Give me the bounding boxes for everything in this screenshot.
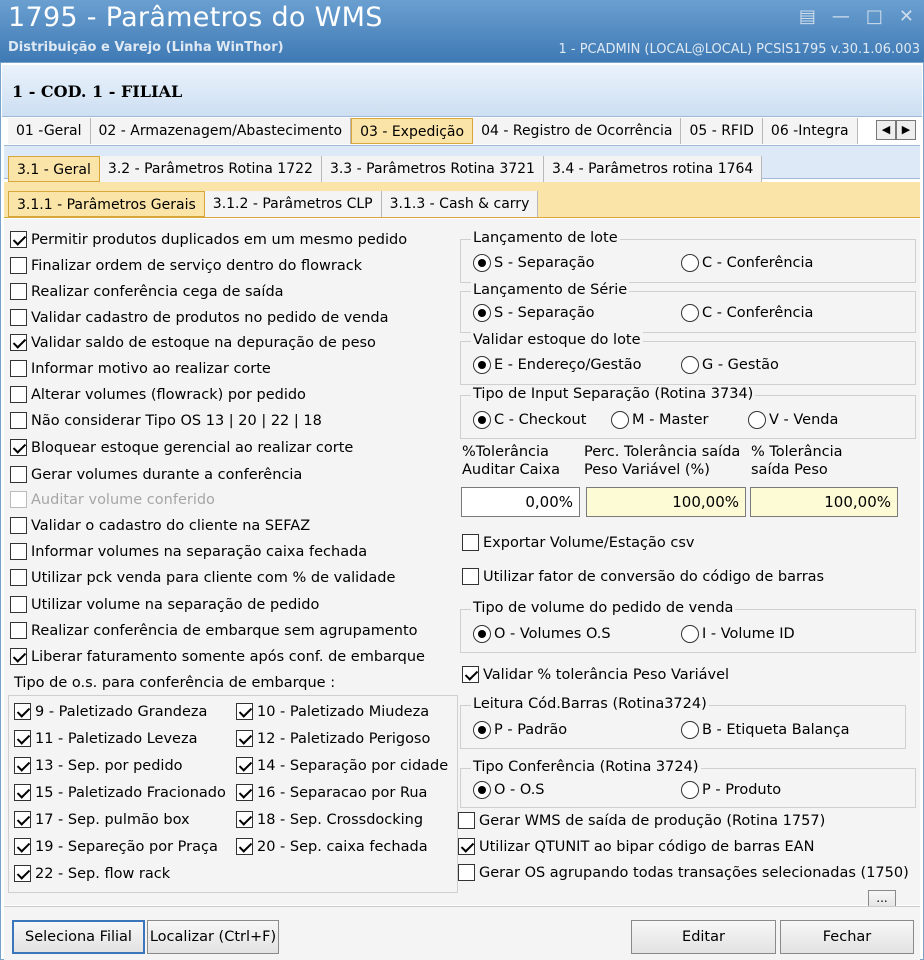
check-duplicados[interactable]: Permitir produtos duplicados em um mesmo pedido: [10, 231, 407, 248]
minimize-icon[interactable]: —: [831, 6, 850, 27]
check-liberar-faturamento[interactable]: Liberar faturamento somente após conf. de embarque: [10, 648, 425, 665]
check-os-20[interactable]: 20 - Sep. caixa fechada: [236, 838, 428, 855]
tab-rfid[interactable]: 05 - RFID: [681, 118, 762, 144]
tab-3-4[interactable]: 3.4 - Parâmetros rotina 1764: [544, 156, 762, 182]
tol-peso-variavel-input[interactable]: 100,00%: [586, 487, 746, 517]
check-validar-tolerancia[interactable]: Validar % tolerância Peso Variável: [462, 666, 729, 683]
volume-group: [460, 600, 916, 653]
leitura-legend: Leitura Cód.Barras (Rotina3724): [473, 696, 707, 712]
checkbox-checked-icon[interactable]: [10, 231, 27, 248]
checkbox-checked-icon[interactable]: [10, 648, 27, 665]
tab-expedicao[interactable]: 03 - Expedição: [351, 118, 473, 144]
radio-conf-os[interactable]: O - O.S: [473, 781, 545, 799]
lote-group: [460, 230, 916, 283]
checkbox-icon[interactable]: [10, 543, 27, 560]
radio-icon[interactable]: [681, 781, 699, 799]
check-os-19[interactable]: 19 - Separeção por Praça: [14, 838, 218, 855]
check-validar-saldo[interactable]: Validar saldo de estoque na depuração de peso: [10, 334, 376, 351]
tab-3-3[interactable]: 3.3 - Parâmetros Rotina 3721: [322, 156, 544, 182]
check-os-13[interactable]: 13 - Sep. por pedido: [14, 757, 183, 774]
radio-lote-conferencia[interactable]: C - Conferência: [681, 254, 813, 272]
conferencia-group: [460, 759, 916, 808]
estoque-legend: Validar estoque do lote: [473, 332, 641, 348]
bottom-bar: [4, 906, 920, 960]
radio-leitura-padrao[interactable]: P - Padrão: [473, 721, 567, 739]
checkbox-checked-icon[interactable]: [10, 439, 27, 456]
radio-selected-icon[interactable]: [473, 721, 491, 739]
check-gerar-volumes[interactable]: Gerar volumes durante a conferência: [10, 466, 302, 483]
seleciona-filial-button[interactable]: Seleciona Filial: [12, 920, 145, 954]
tab-geral[interactable]: 01 -Geral: [8, 118, 91, 144]
check-os-22[interactable]: 22 - Sep. flow rack: [14, 865, 170, 882]
radio-estoque-endereco[interactable]: E - Endereço/Gestão: [473, 356, 642, 374]
tab-3-2[interactable]: 3.2 - Parâmetros Rotina 1722: [100, 156, 322, 182]
more-options-button[interactable]: ...: [868, 890, 896, 910]
check-gerar-os-agrupando[interactable]: Gerar OS agrupando todas transações selecionadas (1750): [458, 864, 909, 881]
main-tabs: [8, 118, 878, 144]
radio-serie-separacao[interactable]: S - Separação: [473, 304, 594, 322]
conferencia-legend: Tipo Conferência (Rotina 3724): [473, 759, 699, 775]
tab-integracao[interactable]: 06 -Integra: [763, 118, 858, 144]
check-fator-conversao[interactable]: Utilizar fator de conversão do código de barras: [462, 568, 824, 585]
checkbox-icon[interactable]: [458, 812, 475, 829]
tab-scroll-left-icon[interactable]: ◀: [876, 120, 896, 140]
title-bar: [0, 0, 924, 62]
checkbox-icon[interactable]: [10, 569, 27, 586]
checkbox-icon[interactable]: [10, 622, 27, 639]
input-group: [460, 386, 916, 439]
tab-armazenagem[interactable]: 02 - Armazenagem/Abastecimento: [91, 118, 352, 144]
close-icon[interactable]: ✕: [898, 6, 914, 27]
checkbox-icon: [10, 491, 27, 508]
restore-icon[interactable]: ▤: [798, 6, 816, 27]
checkbox-checked-icon[interactable]: [458, 838, 475, 855]
check-qtunit[interactable]: Utilizar QTUNIT ao bipar código de barras EAN: [458, 838, 814, 855]
radio-leitura-balanca[interactable]: B - Etiqueta Balança: [681, 721, 850, 739]
radio-input-venda[interactable]: V - Venda: [748, 411, 838, 429]
checkbox-icon[interactable]: [10, 283, 27, 300]
fechar-button[interactable]: Fechar: [780, 920, 914, 954]
radio-selected-icon[interactable]: [473, 356, 491, 374]
check-os-12[interactable]: 12 - Paletizado Perigoso: [236, 730, 430, 747]
radio-volume-os[interactable]: O - Volumes O.S: [473, 625, 611, 643]
check-volume-separacao[interactable]: Utilizar volume na separação de pedido: [10, 596, 319, 613]
localizar-button[interactable]: Localizar (Ctrl+F): [147, 920, 279, 954]
check-finalizar-flowrack[interactable]: Finalizar ordem de serviço dentro do flowrack: [10, 257, 362, 274]
tab-3-1-geral[interactable]: 3.1 - Geral: [8, 156, 100, 182]
radio-input-master[interactable]: M - Master: [611, 411, 708, 429]
tab-3-1-1[interactable]: 3.1.1 - Parâmetros Gerais: [8, 191, 205, 217]
check-motivo-corte[interactable]: Informar motivo ao realizar corte: [10, 360, 271, 377]
window-subtitle: Distribuição e Varejo (Linha WinThor): [8, 40, 284, 55]
radio-selected-icon[interactable]: [473, 304, 491, 322]
sub-tabs-2: [8, 191, 538, 217]
tol-label-2: Perc. Tolerância saída Peso Variável (%): [584, 444, 741, 478]
tab-scroll: [876, 120, 916, 140]
check-validar-cadastro[interactable]: Validar cadastro de produtos no pedido de venda: [10, 309, 389, 326]
radio-serie-conferencia[interactable]: C - Conferência: [681, 304, 813, 322]
check-conferencia-cega[interactable]: Realizar conferência cega de saída: [10, 283, 284, 300]
check-pck-venda[interactable]: Utilizar pck venda para cliente com % de validade: [10, 569, 395, 586]
tol-label-3: % Tolerância saída Peso: [751, 444, 843, 478]
filial-label: 1 - COD. 1 - FILIAL: [12, 82, 183, 101]
radio-selected-icon[interactable]: [473, 781, 491, 799]
leitura-group: [460, 696, 906, 749]
tol-auditar-caixa-input[interactable]: 0,00%: [461, 487, 580, 517]
checkbox-icon[interactable]: [10, 257, 27, 274]
check-gerar-wms-producao[interactable]: Gerar WMS de saída de produção (Rotina 1757): [458, 812, 825, 829]
os-types-title: Tipo de o.s. para conferência de embarque :: [14, 675, 336, 691]
maximize-icon[interactable]: □: [865, 6, 883, 27]
checkbox-icon[interactable]: [458, 864, 475, 881]
input-legend: Tipo de Input Separação (Rotina 3734): [473, 386, 754, 402]
estoque-group: [460, 332, 916, 385]
sub-tabs: [8, 156, 762, 182]
radio-icon[interactable]: [748, 411, 766, 429]
volume-legend: Tipo de volume do pedido de venda: [473, 600, 734, 616]
radio-icon[interactable]: [681, 356, 699, 374]
check-os-11[interactable]: 11 - Paletizado Leveza: [14, 730, 197, 747]
tab-3-1-3[interactable]: 3.1.3 - Cash & carry: [382, 191, 539, 217]
check-os-14[interactable]: 14 - Separação por cidade: [236, 757, 448, 774]
checkbox-icon[interactable]: [10, 466, 27, 483]
radio-selected-icon[interactable]: [473, 254, 491, 272]
radio-icon[interactable]: [611, 411, 629, 429]
tab-3-1-2[interactable]: 3.1.2 - Parâmetros CLP: [205, 191, 382, 217]
tol-saida-peso-input[interactable]: 100,00%: [750, 487, 898, 517]
check-os-15[interactable]: 15 - Paletizado Fracionado: [14, 784, 226, 801]
radio-icon[interactable]: [681, 304, 699, 322]
checkbox-icon[interactable]: [10, 596, 27, 613]
radio-conf-produto[interactable]: P - Produto: [681, 781, 781, 799]
check-os-16[interactable]: 16 - Separacao por Rua: [236, 784, 427, 801]
checkbox-checked-icon[interactable]: [10, 334, 27, 351]
params-panel: [4, 219, 920, 905]
check-os-10[interactable]: 10 - Paletizado Miudeza: [236, 703, 429, 720]
filial-bar: [2, 65, 922, 117]
check-os-17[interactable]: 17 - Sep. pulmão box: [14, 811, 190, 828]
os-types-border: [8, 695, 458, 893]
radio-icon[interactable]: [681, 625, 699, 643]
session-info: 1 - PCADMIN (LOCAL@LOCAL) PCSIS1795 v.30.1.06.003: [558, 42, 920, 57]
check-exportar-csv[interactable]: Exportar Volume/Estação csv: [462, 534, 694, 551]
window-title: 1795 - Parâmetros do WMS: [8, 2, 383, 33]
radio-icon[interactable]: [681, 721, 699, 739]
checkbox-icon[interactable]: [10, 360, 27, 377]
tab-registro-ocorrencia[interactable]: 04 - Registro de Ocorrência: [473, 118, 681, 144]
checkbox-icon[interactable]: [10, 309, 27, 326]
radio-selected-icon[interactable]: [473, 411, 491, 429]
checkbox-icon[interactable]: [10, 386, 27, 403]
serie-legend: Lançamento de Série: [473, 282, 628, 298]
check-auditar-volume: Auditar volume conferido: [10, 491, 215, 508]
radio-estoque-gestao[interactable]: G - Gestão: [681, 356, 779, 374]
tab-scroll-right-icon[interactable]: ▶: [896, 120, 916, 140]
editar-button[interactable]: Editar: [631, 920, 776, 954]
radio-icon[interactable]: [681, 254, 699, 272]
check-embarque-sem-agrupamento[interactable]: Realizar conferência de embarque sem agrupamento: [10, 622, 418, 639]
check-bloquear-estoque[interactable]: Bloquear estoque gerencial ao realizar corte: [10, 439, 353, 456]
lote-legend: Lançamento de lote: [473, 230, 618, 246]
checkbox-checked-icon[interactable]: [462, 666, 479, 683]
serie-group: [460, 282, 916, 333]
checkbox-icon[interactable]: [462, 568, 479, 585]
radio-selected-icon[interactable]: [473, 625, 491, 643]
check-volumes-caixa-fechada[interactable]: Informar volumes na separação caixa fechada: [10, 543, 367, 560]
radio-lote-separacao[interactable]: S - Separação: [473, 254, 594, 272]
radio-input-checkout[interactable]: C - Checkout: [473, 411, 586, 429]
check-os-18[interactable]: 18 - Sep. Crossdocking: [236, 811, 423, 828]
checkbox-icon[interactable]: [462, 534, 479, 551]
check-nao-considerar-os[interactable]: Não considerar Tipo OS 13 | 20 | 22 | 18: [10, 412, 322, 429]
tol-label-1: %Tolerância Auditar Caixa: [462, 444, 560, 478]
checkbox-icon[interactable]: [10, 412, 27, 429]
window-controls: [799, 6, 914, 27]
check-sefaz[interactable]: Validar o cadastro do cliente na SEFAZ: [10, 517, 310, 534]
check-alterar-volumes[interactable]: Alterar volumes (flowrack) por pedido: [10, 386, 306, 403]
checkbox-icon[interactable]: [10, 517, 27, 534]
check-os-9[interactable]: 9 - Paletizado Grandeza: [14, 703, 207, 720]
radio-volume-id[interactable]: I - Volume ID: [681, 625, 795, 643]
